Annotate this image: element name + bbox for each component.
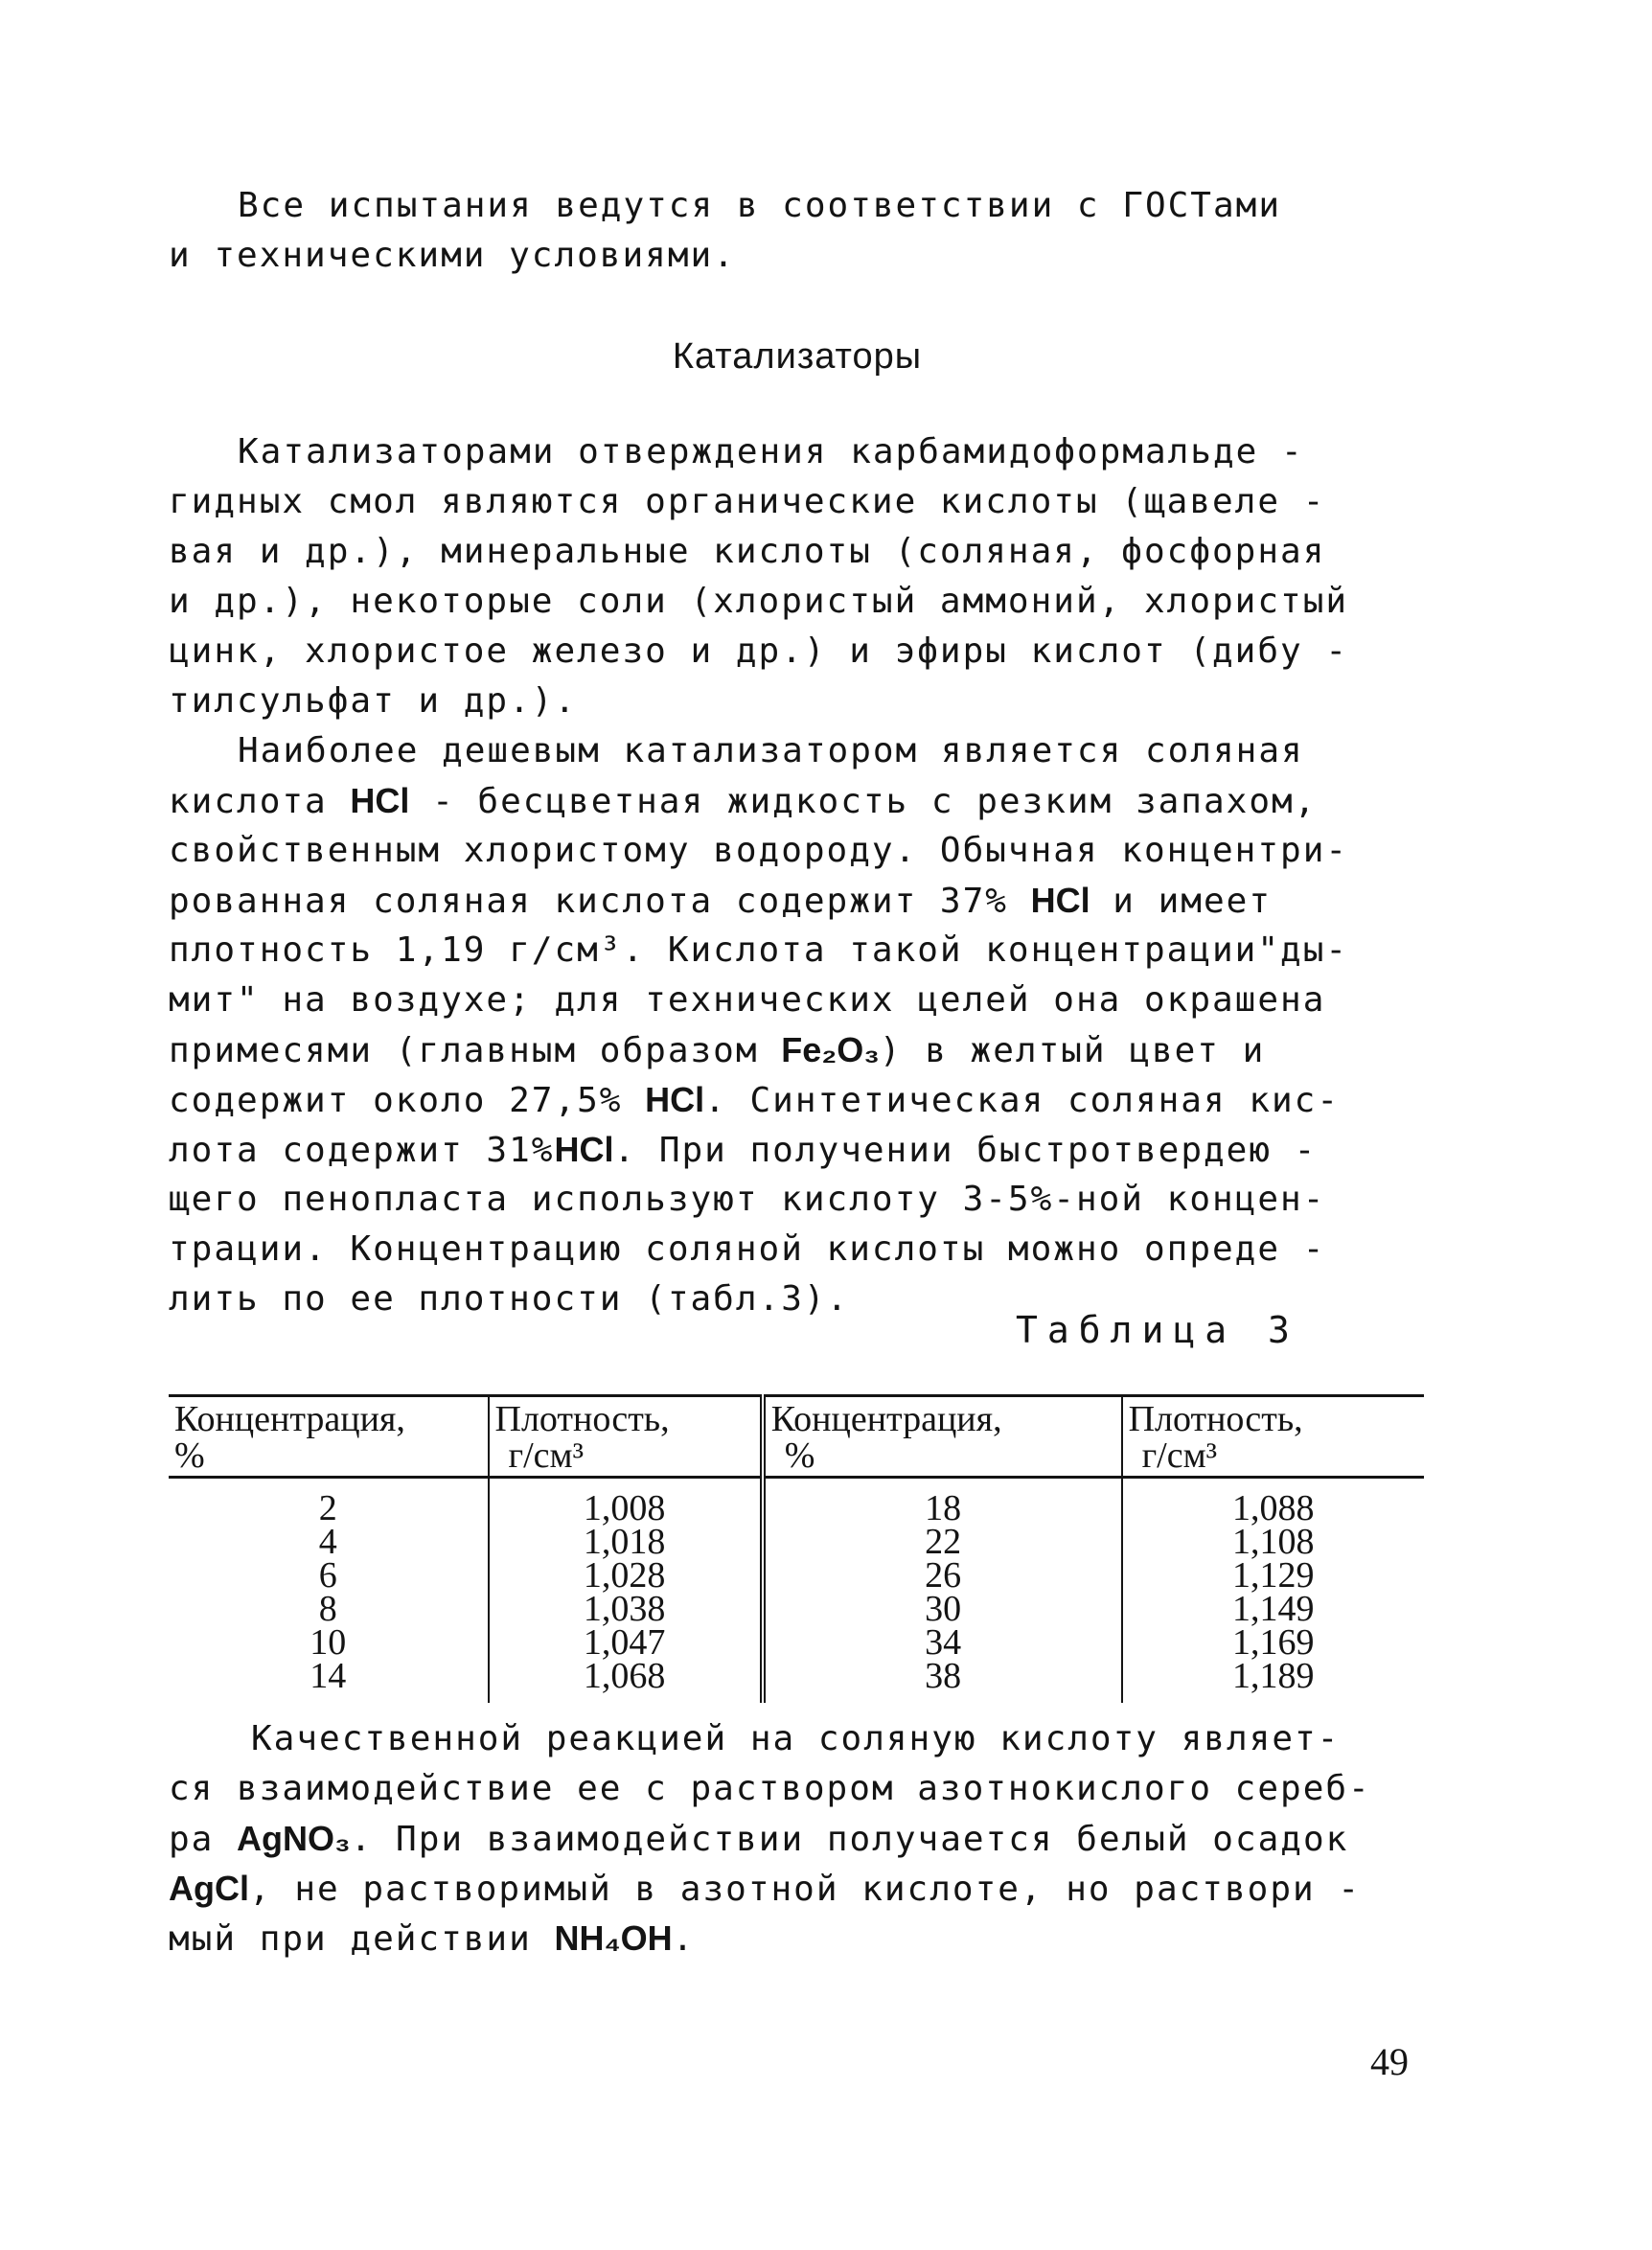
density-value: 1,068 xyxy=(583,1656,666,1696)
para2-line-2 xyxy=(169,777,1317,826)
text-segment: рованная соляная кислота содержит 37% xyxy=(169,882,1031,921)
concentration-value: 38 xyxy=(925,1656,962,1696)
text-segment: . Синтетическая соляная кис- xyxy=(704,1081,1341,1120)
para1-line-4: и др.), некоторые соли (хлористый аммоний, хлористый xyxy=(169,582,1349,621)
header-unit: г/см³ xyxy=(1141,1435,1218,1476)
concentration-value: 2 xyxy=(318,1488,337,1528)
table-caption: Таблица 3 xyxy=(1016,1309,1299,1351)
para1-line-2: гидных смол являются органические кислоты (щавеле - xyxy=(169,482,1326,521)
text-segment: мый при действии xyxy=(169,1919,555,1959)
table-header-row xyxy=(169,1396,1424,1478)
para2-line-10: щего пенопласта используют кислоту 3-5%-ной концен- xyxy=(169,1180,1326,1219)
text-segment: содержит около 27,5% xyxy=(169,1081,646,1120)
para3-line-2: ся взаимодействие ее с раствором азотнокислого сереб- xyxy=(169,1769,1371,1808)
formula-hcl: HCl xyxy=(645,1080,705,1119)
header-concentration-left xyxy=(169,1396,489,1478)
para3-line-3 xyxy=(169,1815,1348,1864)
concentration-value: 6 xyxy=(318,1555,337,1596)
para2-line-5: плотность 1,19 г/см³. Кислота такой концентрации"ды- xyxy=(169,930,1349,970)
concentration-left-values xyxy=(174,1488,482,1696)
formula-agcl: AgCl xyxy=(169,1869,249,1908)
density-value: 1,088 xyxy=(1232,1488,1315,1528)
para3-line-1: Качественной реакцией на соляную кислоту являет- xyxy=(251,1719,1341,1758)
table-row xyxy=(169,1478,1424,1704)
density-value: 1,028 xyxy=(583,1555,666,1596)
concentration-value: 30 xyxy=(925,1589,962,1629)
density-value: 1,189 xyxy=(1232,1656,1315,1696)
density-right-cell xyxy=(1122,1478,1424,1704)
formula-nh4oh: NH₄OH xyxy=(554,1918,673,1958)
concentration-value: 8 xyxy=(318,1589,337,1629)
intro-line-2: и техническими условиями. xyxy=(169,236,736,275)
density-value: 1,038 xyxy=(583,1589,666,1629)
header-unit: % xyxy=(174,1435,205,1476)
para2-line-6: мит" на воздухе; для технических целей она окрашена xyxy=(169,980,1326,1020)
density-right-values xyxy=(1129,1488,1418,1696)
para1-line-3: вая и др.), минеральные кислоты (соляная, фосфорная xyxy=(169,532,1326,571)
para2-line-11: трации. Концентрацию соляной кислоты можно опреде - xyxy=(169,1229,1326,1269)
para2-line-8 xyxy=(169,1076,1340,1125)
para3-line-4 xyxy=(169,1865,1361,1914)
formula-hcl: HCl xyxy=(1030,881,1090,920)
text-segment: лота содержит 31% xyxy=(169,1131,555,1170)
text-segment: . При получении быстротвердею - xyxy=(613,1131,1318,1170)
intro-line-1: Все испытания ведутся в соответствии с ГОСТами xyxy=(238,186,1281,225)
density-value: 1,149 xyxy=(1232,1589,1315,1629)
density-left-values xyxy=(495,1488,754,1696)
density-table xyxy=(169,1394,1424,1703)
para2-line-9 xyxy=(169,1126,1317,1175)
density-value: 1,108 xyxy=(1232,1522,1315,1562)
text-segment: кислота xyxy=(169,782,351,821)
concentration-value: 22 xyxy=(925,1522,962,1562)
concentration-value: 34 xyxy=(925,1622,962,1663)
para2-line-1: Наиболее дешевым катализатором является соляная xyxy=(238,731,1304,770)
header-label: Плотность, xyxy=(494,1399,670,1439)
para2-line-7 xyxy=(169,1026,1265,1075)
concentration-right-values xyxy=(771,1488,1115,1696)
para1-line-6: тилсульфат и др.). xyxy=(169,681,578,721)
concentration-value: 26 xyxy=(925,1555,962,1596)
density-value: 1,047 xyxy=(583,1622,666,1663)
density-value: 1,169 xyxy=(1232,1622,1315,1663)
density-value: 1,008 xyxy=(583,1488,666,1528)
text-segment: , не растворимый в азотной кислоте, но раствори - xyxy=(249,1870,1362,1909)
page-number: 49 xyxy=(1370,2040,1409,2083)
para2-line-12: лить по ее плотности (табл.3). xyxy=(169,1279,850,1319)
density-value: 1,018 xyxy=(583,1522,666,1562)
para1-line-5: цинк, хлористое железо и др.) и эфиры кислот (дибу - xyxy=(169,631,1349,671)
header-unit: г/см³ xyxy=(508,1435,584,1476)
text-segment: ра xyxy=(169,1820,238,1859)
text-segment: и имеет xyxy=(1090,882,1272,921)
header-density-left xyxy=(489,1396,763,1478)
para1-line-1: Катализаторами отверждения карбамидоформальде - xyxy=(238,432,1304,471)
text-segment: ) в желтый цвет и xyxy=(879,1031,1266,1070)
header-label: Концентрация, xyxy=(770,1399,1002,1439)
para2-line-4 xyxy=(169,877,1272,926)
header-density-right xyxy=(1122,1396,1424,1478)
header-label: Плотность, xyxy=(1128,1399,1303,1439)
header-unit: % xyxy=(784,1435,815,1476)
concentration-right-cell xyxy=(763,1478,1122,1704)
text-segment: примесями (главным образом xyxy=(169,1031,782,1070)
concentration-value: 18 xyxy=(925,1488,962,1528)
formula-agno3: AgNO₃ xyxy=(237,1819,351,1858)
concentration-value: 10 xyxy=(310,1622,347,1663)
text-segment: . При взаимодействии получается белый осадок xyxy=(350,1820,1349,1859)
density-left-cell xyxy=(489,1478,763,1704)
text-segment: - бесцветная жидкость с резким запахом, xyxy=(409,782,1318,821)
concentration-value: 14 xyxy=(310,1656,347,1696)
text-segment: . xyxy=(672,1919,696,1959)
para3-line-5 xyxy=(169,1915,695,1963)
concentration-left-cell xyxy=(169,1478,489,1704)
concentration-value: 4 xyxy=(318,1522,337,1562)
formula-hcl: HCl xyxy=(554,1130,614,1169)
para2-line-3: свойственным хлористому водороду. Обычная концентри- xyxy=(169,831,1349,870)
formula-fe2o3: Fe₂O₃ xyxy=(781,1030,880,1069)
header-label: Концентрация, xyxy=(174,1399,405,1439)
density-value: 1,129 xyxy=(1232,1555,1315,1596)
header-concentration-right xyxy=(763,1396,1122,1478)
section-heading: Катализаторы xyxy=(672,336,923,377)
formula-hcl: HCl xyxy=(350,781,410,820)
